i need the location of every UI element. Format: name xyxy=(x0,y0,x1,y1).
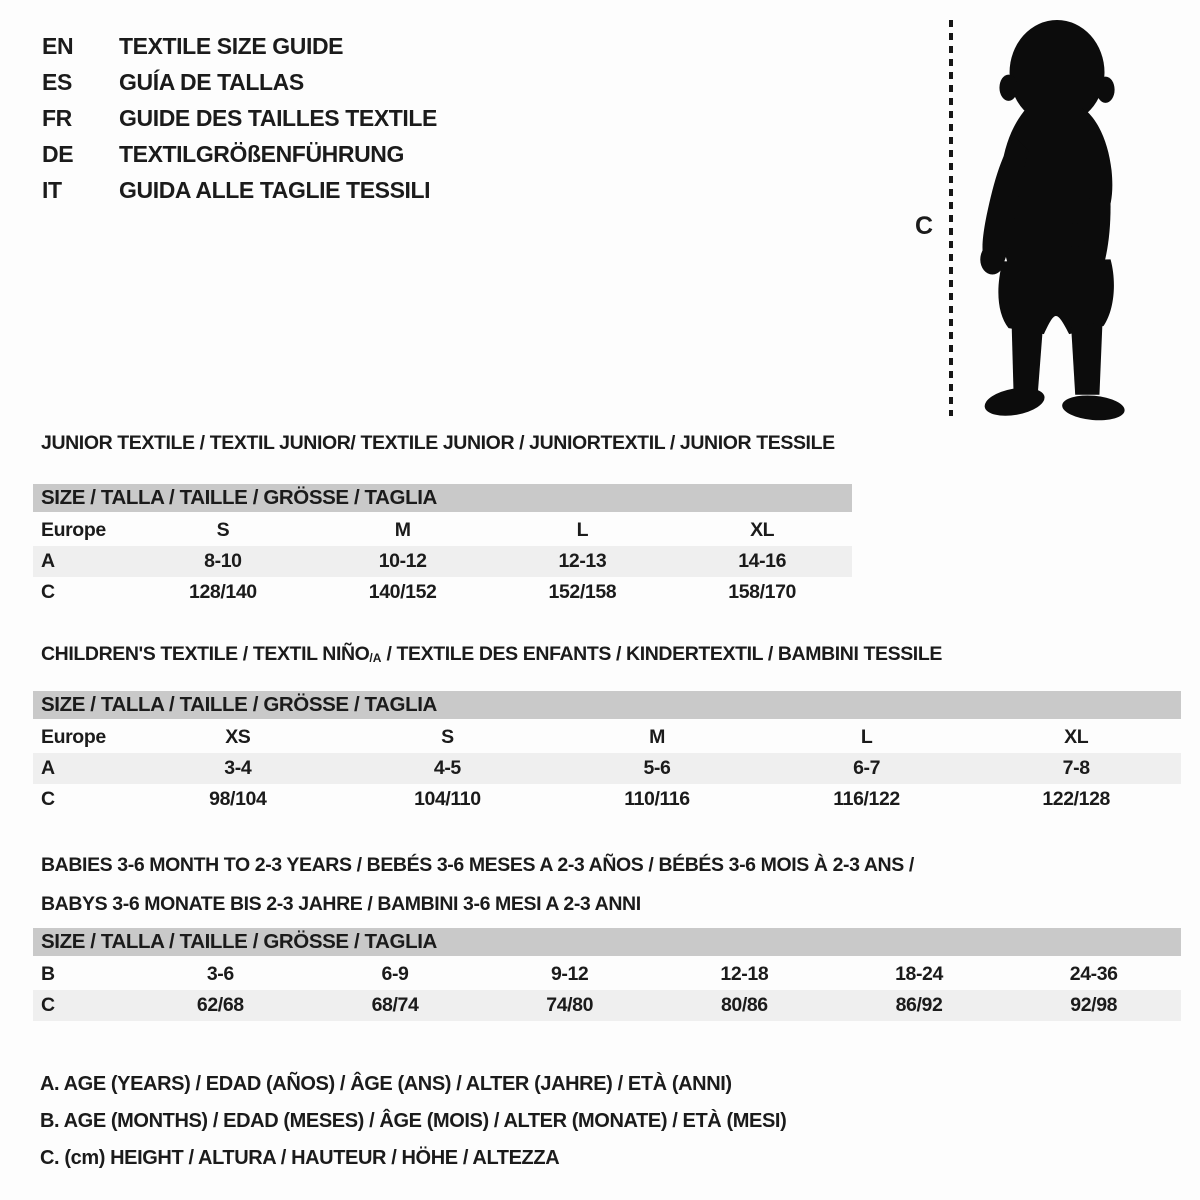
table-cell: 24-36 xyxy=(1069,963,1118,985)
table-cell: 98/104 xyxy=(209,788,267,810)
table-cell: 140/152 xyxy=(368,581,437,603)
table-cell: 86/92 xyxy=(895,994,943,1016)
table-cell: 3-4 xyxy=(224,757,252,779)
table-cell: 9-12 xyxy=(550,963,589,985)
language-row-it xyxy=(42,172,437,208)
guide-title: GUÍA DE TALLAS xyxy=(119,68,304,95)
size-header-bar: SIZE / TALLA / TAILLE / GRÖSSE / TAGLIA xyxy=(33,928,1181,956)
toddler-silhouette-icon xyxy=(968,17,1140,421)
table-cell: 128/140 xyxy=(189,581,257,603)
table-cell: L xyxy=(860,726,873,748)
table-row-months xyxy=(33,959,1181,990)
table-rows xyxy=(33,722,1181,815)
table-cell: S xyxy=(216,519,230,541)
legend-line-a: A. AGE (YEARS) / EDAD (AÑOS) / ÂGE (ANS) / ALTER (JAHRE) / ETÀ (ANNI) xyxy=(40,1073,732,1095)
title-prefix: CHILDREN'S TEXTILE / TEXTIL NIÑO xyxy=(41,643,370,665)
height-measure-label: C xyxy=(915,212,933,240)
legend-line-c: C. (cm) HEIGHT / ALTURA / HAUTEUR / HÖHE / ALTEZZA xyxy=(40,1147,560,1169)
row-label: B xyxy=(41,963,55,985)
size-table-children xyxy=(33,691,1181,815)
language-code: EN xyxy=(42,32,74,59)
guide-title: GUIDE DES TAILLES TEXTILE xyxy=(119,104,437,131)
table-cell: M xyxy=(649,726,665,748)
table-cell: 14-16 xyxy=(738,550,787,572)
size-header-bar: SIZE / TALLA / TAILLE / GRÖSSE / TAGLIA xyxy=(33,691,1181,719)
row-label: Europe xyxy=(41,726,106,748)
table-cell: 110/116 xyxy=(624,788,690,810)
table-cell: XS xyxy=(225,726,251,748)
language-row-es xyxy=(42,64,437,100)
table-cell: M xyxy=(394,519,411,541)
row-label: A xyxy=(41,550,55,572)
table-cell: 5-6 xyxy=(643,757,671,779)
section-children xyxy=(33,643,1181,815)
language-title-list xyxy=(42,28,437,208)
title-suffix: / TEXTILE DES ENFANTS / KINDERTEXTIL / BAMBINI TESSILE xyxy=(381,643,942,665)
section-babies xyxy=(33,846,1181,1021)
guide-title: GUIDA ALLE TAGLIE TESSILI xyxy=(119,176,431,203)
table-cell: 8-10 xyxy=(204,550,242,572)
table-cell: 122/128 xyxy=(1042,788,1111,810)
language-row-en xyxy=(42,28,437,64)
table-row-height xyxy=(33,990,1181,1021)
table-row-height xyxy=(33,577,852,608)
language-code: IT xyxy=(42,176,62,203)
table-row-age xyxy=(33,546,852,577)
table-cell: 116/122 xyxy=(833,788,900,810)
height-figure xyxy=(905,14,1165,426)
table-cell: 152/158 xyxy=(548,581,617,603)
table-cell: 3-6 xyxy=(206,963,234,985)
section-title-children xyxy=(33,643,1181,666)
height-measure-line xyxy=(949,20,953,416)
table-cell: 158/170 xyxy=(728,581,796,603)
table-row-europe xyxy=(33,515,852,546)
babies-title-line1: BABIES 3-6 MONTH TO 2-3 YEARS / BEBÉS 3-6 MESES A 2-3 AÑOS / BÉBÉS 3-6 MOIS À 2-3 ANS / xyxy=(41,854,914,876)
size-table-babies xyxy=(33,928,1181,1021)
table-rows xyxy=(33,515,852,608)
table-cell: XL xyxy=(1064,726,1089,748)
language-code: ES xyxy=(42,68,72,95)
table-cell: 4-5 xyxy=(433,757,461,779)
guide-title: TEXTILE SIZE GUIDE xyxy=(119,32,344,59)
language-code: DE xyxy=(42,140,74,167)
table-cell: 74/80 xyxy=(546,994,594,1016)
table-row-height xyxy=(33,784,1181,815)
legend-line-b: B. AGE (MONTHS) / EDAD (MESES) / ÂGE (MOIS) / ALTER (MONATE) / ETÀ (MESI) xyxy=(40,1110,787,1132)
table-cell: L xyxy=(576,519,589,541)
size-table-junior xyxy=(33,484,852,608)
section-junior xyxy=(33,432,852,608)
table-cell: 104/110 xyxy=(414,788,481,810)
row-label: C xyxy=(41,994,55,1016)
table-cell: 10-12 xyxy=(378,550,427,572)
table-cell: 18-24 xyxy=(895,963,943,985)
table-cell: 12-13 xyxy=(558,550,607,572)
table-cell: 80/86 xyxy=(720,994,768,1016)
section-title-babies xyxy=(33,846,1181,924)
row-label: C xyxy=(41,788,55,810)
row-label: A xyxy=(41,757,55,779)
table-cell: S xyxy=(441,726,454,748)
table-cell: 62/68 xyxy=(196,994,244,1016)
table-cell: 68/74 xyxy=(371,994,419,1016)
section-title-junior: JUNIOR TEXTILE / TEXTIL JUNIOR/ TEXTILE JUNIOR / JUNIORTEXTIL / JUNIOR TESSILE xyxy=(41,432,835,454)
language-row-fr xyxy=(42,100,437,136)
language-code: FR xyxy=(42,104,72,131)
guide-title: TEXTILGRÖßENFÜHRUNG xyxy=(119,140,404,167)
row-label: Europe xyxy=(41,519,106,541)
table-cell: 92/98 xyxy=(1070,994,1118,1016)
row-label: C xyxy=(41,581,55,603)
table-cell: 6-9 xyxy=(381,963,409,985)
table-rows xyxy=(33,959,1181,1021)
title-subscript: /A xyxy=(369,651,382,665)
table-cell: 7-8 xyxy=(1062,757,1090,779)
table-row-europe xyxy=(33,722,1181,753)
measure-legend xyxy=(40,1066,786,1177)
table-row-age xyxy=(33,753,1181,784)
babies-title-line2: BABYS 3-6 MONATE BIS 2-3 JAHRE / BAMBINI 3-6 MESI A 2-3 ANNI xyxy=(41,893,641,915)
table-cell: XL xyxy=(750,519,775,541)
table-cell: 6-7 xyxy=(853,757,881,779)
size-header-bar: SIZE / TALLA / TAILLE / GRÖSSE / TAGLIA xyxy=(33,484,852,512)
table-cell: 12-18 xyxy=(720,963,769,985)
language-row-de xyxy=(42,136,437,172)
